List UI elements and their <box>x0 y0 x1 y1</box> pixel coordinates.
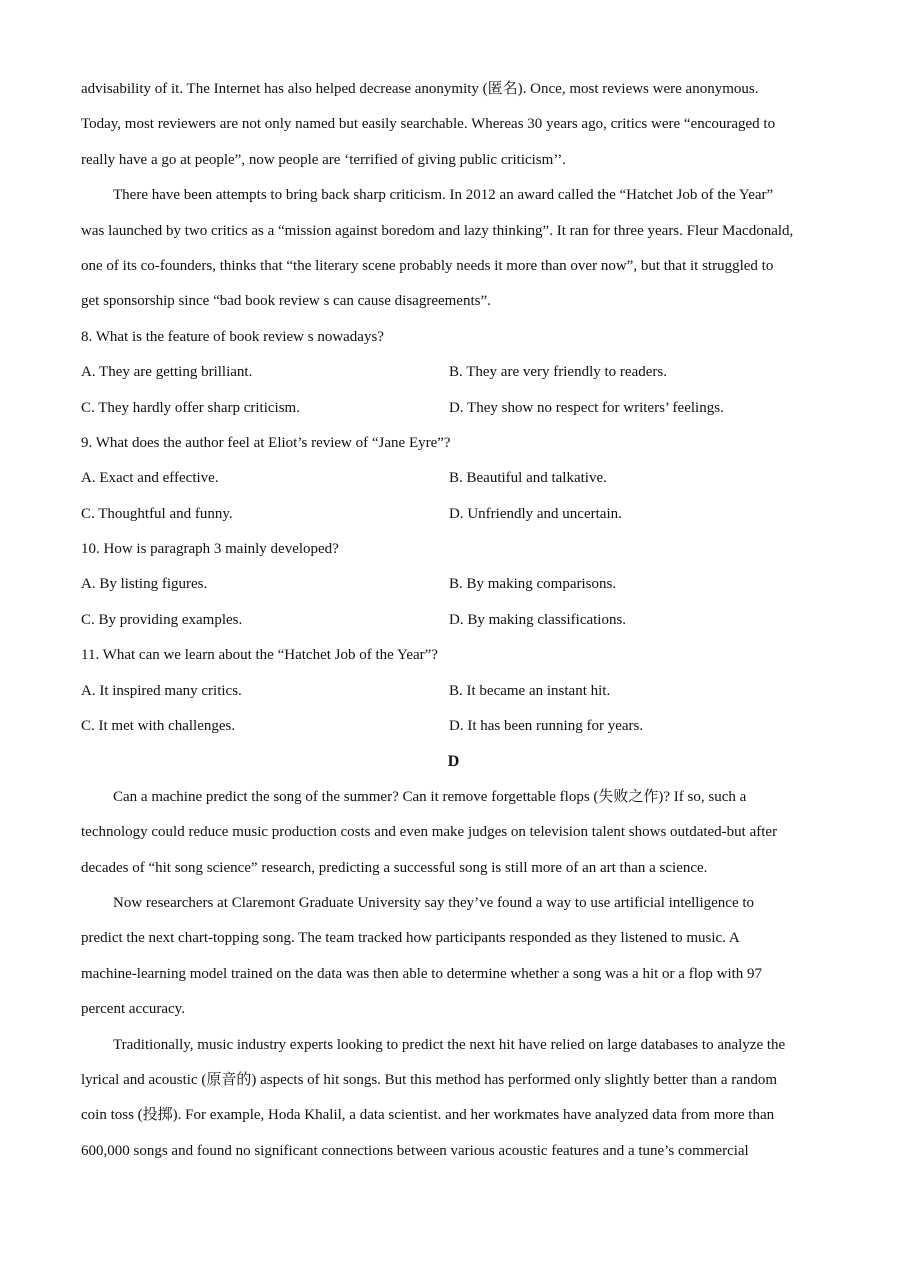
option-c: C. They hardly offer sharp criticism. <box>81 399 300 416</box>
text-line: Today, most reviewers are not only named but easily searchable. Whereas 30 years ago, critics were “encouraged to <box>81 116 776 133</box>
text-line: percent accuracy. <box>81 1001 185 1018</box>
option-c: C. Thoughtful and funny. <box>81 505 233 522</box>
option-a: A. Exact and effective. <box>81 470 219 487</box>
option-d: D. They show no respect for writers’ feelings. <box>449 399 724 416</box>
text-line: decades of “hit song science” research, predicting a successful song is still more of an art than a science. <box>81 859 708 876</box>
text-line: technology could reduce music production costs and even make judges on television talent shows outdated-but after <box>81 824 778 841</box>
question-stem: 10. How is paragraph 3 mainly developed? <box>81 541 339 558</box>
option-d: D. By making classifications. <box>449 611 627 628</box>
question-stem: 8. What is the feature of book review s nowadays? <box>81 328 384 345</box>
option-row <box>81 674 826 709</box>
option-row <box>81 603 826 638</box>
option-a: A. It inspired many critics. <box>81 682 242 699</box>
paragraph-hatchet-job <box>81 178 826 320</box>
section-heading: D <box>447 753 460 771</box>
text-line: predict the next chart-topping song. The team tracked how participants responded as they listened to music. A <box>81 930 740 947</box>
question-stem: 9. What does the author feel at Eliot’s review of “Jane Eyre”? <box>81 434 451 451</box>
question-stem: 11. What can we learn about the “Hatchet Job of the Year”? <box>81 647 438 664</box>
option-a: A. By listing figures. <box>81 576 208 593</box>
option-row <box>81 497 826 532</box>
option-b: B. By making comparisons. <box>449 576 617 593</box>
option-c: C. It met with challenges. <box>81 718 236 735</box>
question-9 <box>81 426 826 532</box>
text-line: get sponsorship since “bad book review s can cause disagreements”. <box>81 293 491 310</box>
question-11 <box>81 638 826 744</box>
option-row <box>81 391 826 426</box>
text-line: really have a go at people”, now people are ‘terrified of giving public criticism’’. <box>81 151 566 168</box>
text-line: coin toss (投掷). For example, Hoda Khalil, a data scientist. and her workmates have analyzed data from more than <box>81 1107 775 1124</box>
option-a: A. They are getting brilliant. <box>81 364 253 381</box>
option-d: D. It has been running for years. <box>449 718 644 735</box>
option-row <box>81 709 826 744</box>
paragraph-machine-predict <box>81 780 826 886</box>
text-line: Now researchers at Claremont Graduate University say they’ve found a way to use artificial intelligence to <box>113 894 755 911</box>
text-line: Can a machine predict the song of the summer? Can it remove forgettable flops (失败之作)? If so, such a <box>113 788 747 805</box>
text-line: Traditionally, music industry experts looking to predict the next hit have relied on large databases to analyze the <box>113 1036 786 1053</box>
question-10 <box>81 532 826 638</box>
option-b: B. Beautiful and talkative. <box>449 470 607 487</box>
paragraph-traditional-methods <box>81 1028 826 1170</box>
text-line: was launched by two critics as a “mission against boredom and lazy thinking”. It ran for three years. Fleur Macdonald, <box>81 222 794 239</box>
text-line: lyrical and acoustic (原音的) aspects of hit songs. But this method has performed only slightly better than a random <box>81 1071 778 1088</box>
document-page <box>81 72 826 1169</box>
option-b: B. They are very friendly to readers. <box>449 364 667 381</box>
option-row <box>81 355 826 390</box>
option-row <box>81 461 826 496</box>
text-line: There have been attempts to bring back sharp criticism. In 2012 an award called the “Hatchet Job of the Year” <box>113 187 774 204</box>
paragraph-anonymity <box>81 72 826 178</box>
option-c: C. By providing examples. <box>81 611 243 628</box>
option-d: D. Unfriendly and uncertain. <box>449 505 622 522</box>
text-line: one of its co-founders, thinks that “the literary scene probably needs it more than over now”, but that it struggled to <box>81 257 774 274</box>
option-b: B. It became an instant hit. <box>449 682 611 699</box>
text-line: advisability of it. The Internet has also helped decrease anonymity (匿名). Once, most reviews were anonymous. <box>81 81 759 97</box>
paragraph-claremont-research <box>81 886 826 1028</box>
text-line: 600,000 songs and found no significant connections between various acoustic features and a tune’s commercial <box>81 1142 749 1159</box>
question-8 <box>81 320 826 426</box>
option-row <box>81 567 826 602</box>
text-line: machine-learning model trained on the data was then able to determine whether a song was a hit or a flop with 97 <box>81 965 763 982</box>
